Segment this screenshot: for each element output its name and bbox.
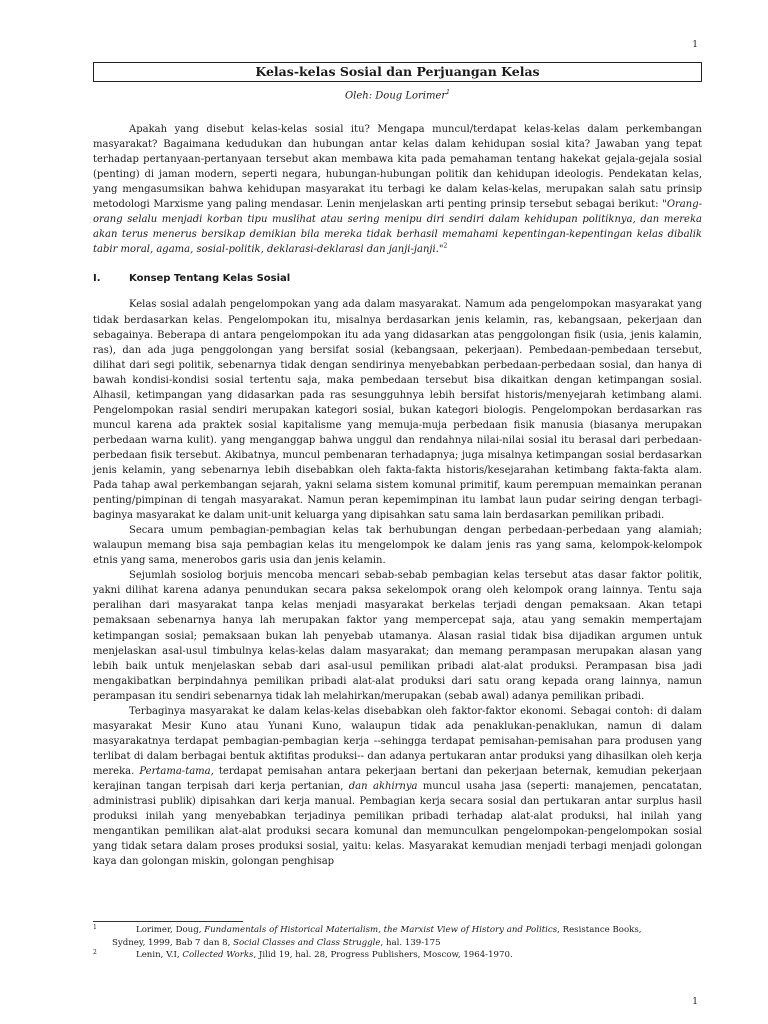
document-body: [93, 122, 702, 869]
author-name: Oleh: Doug Lorimer: [344, 90, 447, 102]
footnote-separator: [93, 921, 243, 922]
footnote-1: 1 Lorimer, Doug, Fundamentals of Historical Materialism, the Marxist View of History and Politics, Resistance Books, Sydney, 1999, Bab 7 dan 8, Social Classes and Class Struggle, hal. 139-175: [93, 924, 642, 948]
quote-footnote-mark: 2: [443, 243, 448, 251]
footnotes: [93, 924, 702, 962]
section-number: I.: [93, 273, 101, 285]
paragraph-3: Sejumlah sosiolog borjuis mencoba mencari sebab-sebab pembagian kelas tersebut atas dasar faktor politik, yakni dilihat karena adanya penundukan secara paksa sekelompok orang oleh kelompok orang lainnya. Tentu saja peralihan dari masyarakat tanpa kelas menjadi masyarakat berkelas terjadi dengan pemaksaan. Akan tetapi pemaksaan sebenarnya hanya lah merupakan faktor yang mempercepat saja, atau yang semakin mempertajam ketimpangan sosial; pemaksaan bukan lah penyebab utamanya. Alasan rasial tidak bisa dijadikan argumen untuk menjelaskan asal-usul timbulnya kelas-kelas dalam masyarakat; dan memang perampasan merupakan alasan yang lebih baik untuk menjelaskan sebab dari asal-usul pemilikan pribadi alat-alat produksi. Perampasan bisa jadi mengakibatkan berpindahnya pemilikan pribadi alat-alat produksi dari satu orang kepada orang lainnya, namun perampasan itu sendiri sebenarnya tidak lah melahirkan/merupakan (sebab awal) adanya pemilikan pribadi.: [93, 570, 702, 702]
author-line: [93, 89, 702, 101]
section-heading: [93, 271, 702, 286]
section-title: Konsep Tentang Kelas Sosial: [129, 273, 291, 285]
paragraph-4: Terbaginya masyarakat ke dalam kelas-kelas disebabkan oleh faktor-faktor ekonomi. Sebagai contoh: di dalam masyarakat Mesir Kuno atau Yunani Kuno, walaupun tidak ada penaklukan-penaklukan, namun di dalam masyarakatnya terdapat pembagian-pembagian kerja --sehingga terdapat pemisahan-pemisahan para produsen yang terlibat di dalam berbagai bentuk aktifitas produksi-- dan adanya pertukaran antar produksi yang dihasilkan oleh kerja mereka. Pertama-tama, terdapat pemisahan antara pekerjaan bertani dan pekerjaan beternak, kemudian pekerjaan kerajinan tangan terpisah dari kerja pertanian, dan akhirnya muncul usaha jasa (seperti: manajemen, pencatatan, administrasi publik) dipisahkan dari kerja manual. Pembagian kerja secara sosial dan pertukaran antar surplus hasil produksi inilah yang menyebabkan terjadinya pemilikan pribadi terhadap alat-alat produksi, hal inilah yang mengantikan pemilikan alat-alat produksi secara komunal dan memunculkan pengelompokan-pengelompokan sosial yang tidak setara dalam proses produksi sosial, yaitu: kelas. Masyarakat kemudian menjadi terbagi menjadi golongan kaya dan golongan miskin, golongan penghisap: [93, 705, 702, 868]
intro-paragraph: Apakah yang disebut kelas-kelas sosial itu? Mengapa muncul/terdapat kelas-kelas dalam perkembangan masyarakat? Bagaimana kedudukan dan hubungan antar kelas dalam kehidupan sosial kita? Jawaban yang tepat terhadap pertanyaan-pertanyaan tersebut akan membawa kita pada pemahaman tentang hakekat gejala-gejala sosial (penting) di jaman modern, seperti negara, hubungan-hubungan politik dan kehidupan ideologis. Pendekatan kelas, yang mengasumsikan bahwa kehidupan masyarakat itu terbagi ke dalam kelas-kelas, merupakan salah satu prinsip metodologi Marxisme yang paling mendasar. Lenin menjelaskan arti penting prinsip tersebut sebagai berikut: "Orang-orang selalu menjadi korban tipu muslihat atau sering menipu diri sendiri dalam kehidupan politiknya, dan mereka akan terus menerus bersikap demikian bila mereka tidak berhasil memahami kepentingan-kepentingan kelas dibalik tabir moral, agama, sosial-politik, deklarasi-deklarasi dan janji-janji."$^2$: [93, 124, 702, 256]
footnote-mark: 1: [93, 924, 97, 931]
author-footnote-mark: 1: [446, 89, 450, 96]
document-title: Kelas-kelas Sosial dan Perjuangan Kelas: [93, 62, 702, 82]
footnote-mark: 2: [93, 949, 97, 956]
intro-text: Apakah yang disebut kelas-kelas sosial itu? Mengapa muncul/terdapat kelas-kelas dalam perkembangan masyarakat? Bagaimana kedudukan dan hubungan antar kelas dalam kehidupan sosial kita? Jawaban yang tepat terhadap pertanyaan-pertanyaan tersebut akan membawa kita pada pemahaman tentang hakekat gejala-gejala sosial (penting) di jaman modern, seperti negara, hubungan-hubungan politik dan kehidupan ideologis. Pendekatan kelas, yang mengasumsikan bahwa kehidupan masyarakat itu terbagi ke dalam kelas-kelas, merupakan salah satu prinsip metodologi Marxisme yang paling mendasar. Lenin menjelaskan arti penting prinsip tersebut sebagai berikut: ": [93, 124, 702, 211]
page-number-bottom: 1: [692, 997, 698, 1007]
paragraph-2: Secara umum pembagian-pembagian kelas tak berhubungan dengan perbedaan-perbedaan yang alamiah; walaupun memang bisa saja pembagian kelas itu mengelompok ke dalam jenis ras yang sama, kelompok-kelompok etnis yang sama, menerobos garis usia dan jenis kelamin.: [93, 525, 702, 567]
lenin-quote: Orang-orang selalu menjadi korban tipu muslihat atau sering menipu diri sendiri dalam kehidupan politiknya, dan mereka akan terus menerus bersikap demikian bila mereka tidak berhasil memahami kepentingan-kepentingan kelas dibalik tabir moral, agama, sosial-politik, deklarasi-deklarasi dan janji-janji.: [93, 199, 702, 256]
footnote-2: 2 Lenin, V.I, Collected Works, Jilid 19, hal. 28, Progress Publishers, Moscow, 1964-1970.: [93, 949, 513, 960]
page-number-top: 1: [692, 40, 698, 50]
paragraph-1: Kelas sosial adalah pengelompokan yang ada dalam masyarakat. Namum ada pengelompokan masyarakat yang tidak berdasarkan kelas. Pengelompokan itu, misalnya berdasarkan jenis kelamin, ras, kebangsaan, pekerjaan dan sebagainya. Beberapa di antara pengelompokan itu ada yang didasarkan atas penggolongan fisik (usia, jenis kalamin, ras), dan ada juga penggolongan yang bersifat sosial (kebangsaan, pekerjaan). Pembedaan-pembedaan tersebut, dilihat dari segi politik, sebenarnya tidak dengan sendirinya menyebabkan perbedaan-perbedaan sosial, dan hanya di bawah kondisi-kondisi sosial tertentu saja, maka pembedaan tersebut bisa dikaitkan dengan ketimpangan sosial. Alhasil, ketimpangan yang didasarkan pada ras sesungguhnya lebih bersifat historis/menyejarah ketimbang alami. Pengelompokan rasial sendiri merupakan kategori sosial, bukan kategori biologis. Pengelompokan berdasarkan ras muncul karena ada praktek sosial kapitalisme yang memuja-muja perbedaan fisik manusia (biasanya merupakan perbedaan warna kulit). yang menganggap bahwa unggul dan rendahnya nilai-nilai sosial itu berasal dari perbedaan-perbedaan fisik tersebut. Akibatnya, muncul pembenaran terhadapnya; juga misalnya ketimpangan sosial berdasarkan jenis kelamin, yang sebenarnya lebih disebabkan oleh fakta-fakta historis/kesejarahan ketimbang fakta-fakta alam. Pada tahap awal perkembangan sejarah, yakni selama sistem komunal primitif, kaum perempuan memainkan peranan penting/pimpinan di tengah masyarakat. Namun peran kepemimpinan itu lambat laun pudar seiring dengan terbagi-baginya masyarakat ke dalam unit-unit keluarga yang dipisahkan satu sama lain berdasarkan pemilikan pribadi.: [93, 299, 702, 522]
